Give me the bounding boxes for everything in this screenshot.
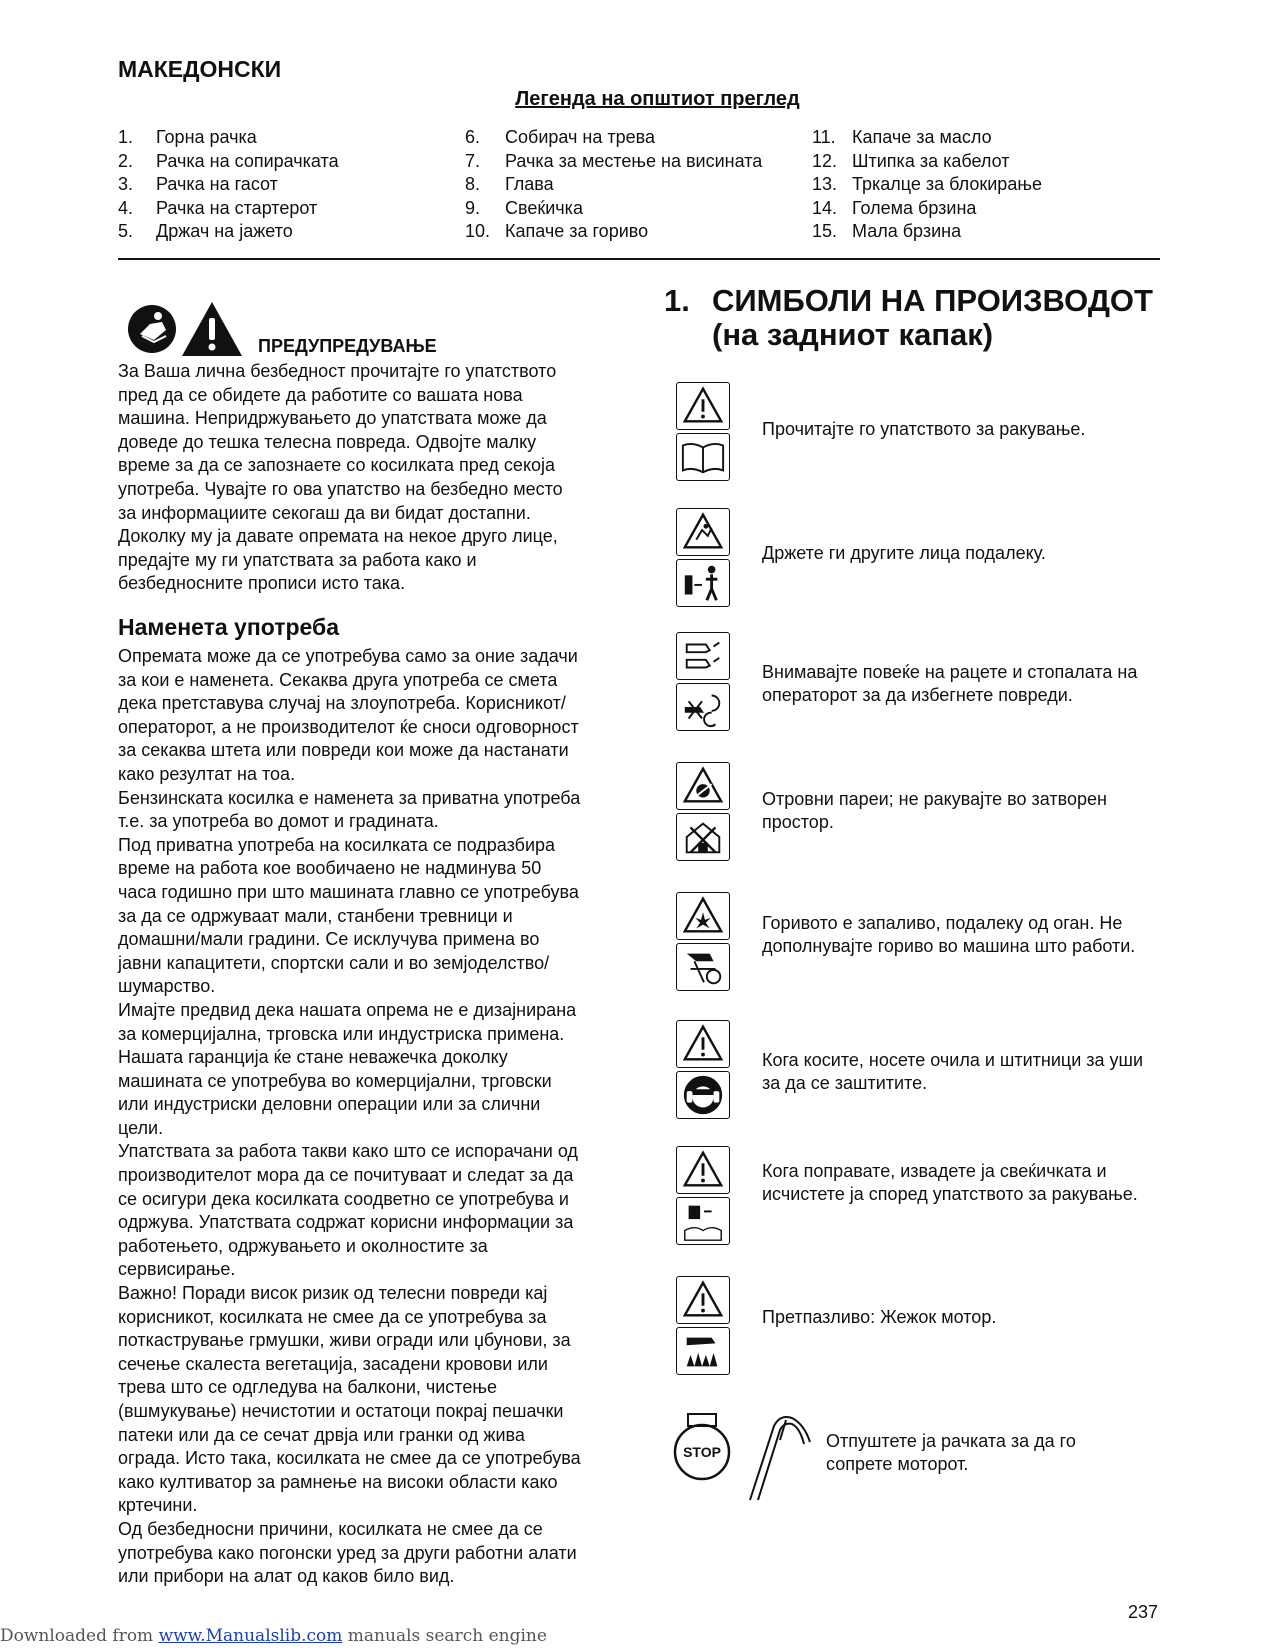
text-line: операторот, а не производителот ќе сноси одговорност — [118, 716, 579, 737]
legend-item-label: Штипка за кабелот — [852, 150, 1010, 171]
text-line: дека претставува случај на злоупотреба. Корисникот/ — [118, 693, 566, 714]
text-line: часа годишно при што машината главно се употребува — [118, 881, 579, 902]
stop-text: Отпуштете ја рачката за да го сопрете моторот. — [826, 1431, 1076, 1474]
text-line: кртечини. — [118, 1495, 198, 1516]
warning-read-manual-icon — [676, 382, 730, 484]
legend-item-number: 6. — [465, 127, 481, 147]
legend-item-number: 2. — [118, 150, 134, 171]
text-line: машина. Непридржувањето до упатствата може да — [118, 408, 547, 429]
text-line: сечење скалеста вегетација, засадени кровови или — [118, 1353, 548, 1374]
intended-use-body — [118, 645, 618, 1589]
text-line: за комерцијална, трговска или индустриска примена. — [118, 1023, 565, 1044]
warning-spark-plug-icon — [676, 1146, 730, 1248]
stop-label: STOP — [683, 1444, 721, 1460]
legend-item — [118, 197, 339, 221]
legend-item — [118, 220, 339, 244]
text-line: безбедносните прописи исто така. — [118, 573, 406, 594]
legend-item — [812, 126, 1042, 150]
symbols-section-number: 1. — [664, 283, 690, 318]
legend-item-number: 1. — [118, 127, 134, 147]
text-line: доведе до тешка телесна повреда. Одвојте малку — [118, 431, 537, 452]
text-line: употреба. Чувајте го ова упатство на безбедно место — [118, 478, 563, 499]
legend-item-label: Капаче за масло — [852, 127, 992, 147]
warning-title: ПРЕДУПРЕДУВАЊЕ — [258, 336, 437, 356]
warning-toxic-fumes-icon — [676, 762, 730, 864]
text-line: се осигури дека косилката соодветно се употребува и — [118, 1188, 569, 1209]
symbols-heading-line1: СИМБОЛИ НА ПРОИЗВОДОТ — [712, 283, 1153, 318]
legend-item — [465, 220, 762, 244]
read-manual-icon — [128, 305, 176, 353]
legend-item-number: 12. — [812, 150, 838, 171]
manualslib-link[interactable]: www.Manualslib.com — [158, 1626, 343, 1646]
legend-column-1 — [118, 126, 339, 244]
text-line: цели. — [118, 1117, 164, 1138]
stop-handle-graphic — [670, 1412, 820, 1502]
legend-item-label: Рачка за местење на висината — [505, 150, 763, 171]
text-line: производителот мора да се почитуваат и следат за да — [118, 1165, 574, 1186]
legend-item-number: 4. — [118, 197, 134, 218]
page-number: 237 — [1128, 1602, 1159, 1622]
text-line: т.е. за употреба во домот и градината. — [118, 811, 439, 832]
text-line: како резултат на тоа. — [118, 763, 296, 784]
stop-sign-icon — [675, 1414, 729, 1479]
symbol-text-4: Отровни пареи; не ракувајте во затворен простор. — [762, 789, 1107, 832]
legend-item-number: 5. — [118, 221, 134, 241]
text-line: Имајте предвид дека нашата опрема не е дизајнирана — [118, 999, 577, 1020]
text-line: домашни/мали градини. Се исклучува примена во — [118, 929, 540, 950]
legend-item-label: Свеќичка — [505, 197, 583, 218]
text-line: поткастрување грмушки, живи огради или џбунови, за — [118, 1330, 571, 1351]
symbols-heading — [664, 284, 1153, 352]
text-line: за да се одржуваат мали, станбени тревници и — [118, 905, 513, 926]
text-line: машината се употребува во комерцијални, трговски — [118, 1070, 552, 1091]
text-line: Под приватна употреба на косилката се подразбира — [118, 834, 556, 855]
symbol-text-7: Кога поправате, извадете ја свеќичката и исчистете ја според упатството за ракување. — [762, 1161, 1138, 1204]
text-line: или индустриски деловни операции или за слични — [118, 1094, 541, 1115]
text-line: корисникот, косилката не смее да се употребува за — [118, 1306, 547, 1327]
symbol-text-8: Претпазливо: Жежок мотор. — [762, 1307, 997, 1327]
text-line: работењето, одржувањето и околностите за — [118, 1235, 488, 1256]
text-line: Од безбедносни причини, косилката не смее да се — [118, 1518, 543, 1539]
legend-item — [465, 150, 762, 174]
legend-item-label: Глава — [505, 174, 554, 194]
footer-prefix: Downloaded from — [0, 1626, 159, 1646]
legend-item — [812, 150, 1042, 174]
text-line: пред да се обидете да работите со вашата нова — [118, 384, 523, 405]
legend-item-number: 11. — [812, 127, 836, 147]
text-line: Важно! Поради висок ризик од телесни повреди кај — [118, 1283, 548, 1304]
legend-item — [118, 150, 339, 174]
legend-item-label: Горна рачка — [156, 127, 257, 147]
text-line: шумарство. — [118, 976, 216, 997]
symbol-text-1: Прочитајте го упатството за ракување. — [762, 419, 1086, 439]
text-line: Нашата гаранција ќе стане неважечка доколку — [118, 1047, 508, 1068]
legend-item-label: Мала брзина — [852, 221, 962, 241]
text-line: јавни капацитети, спортски сали и во земјоделство/ — [118, 952, 550, 973]
download-footer — [0, 1626, 547, 1646]
legend-item-label: Голема брзина — [852, 197, 977, 218]
text-line: за кои е наменета. Секаква друга употреба се смета — [118, 669, 558, 690]
text-line: трева што се одгледува на балкони, чистење — [118, 1377, 497, 1398]
legend-item — [812, 197, 1042, 221]
legend-item-label: Држач на јажето — [156, 221, 293, 241]
warning-flammable-icon — [676, 892, 730, 994]
legend-item — [812, 220, 1042, 244]
symbols-heading-line2: (на задниот капак) — [712, 317, 994, 352]
legend-item-number: 7. — [465, 150, 481, 171]
legend-item — [465, 126, 762, 150]
legend-column-2 — [465, 126, 762, 244]
text-line: патеки или да се сечат дрвја или гранки од жива — [118, 1424, 525, 1445]
legend-item-label: Собирач на трева — [505, 127, 655, 147]
legend-item — [118, 173, 339, 197]
warning-hot-motor-icon — [676, 1276, 730, 1378]
legend-item-number: 10. — [465, 221, 491, 241]
symbol-text-3: Внимавајте повеќе на рацете и стопалата на операторот за да избегнете повреди. — [762, 662, 1138, 705]
legend-item-number: 8. — [465, 174, 481, 194]
legend-heading: Легенда на општиот преглед — [515, 88, 800, 110]
symbol-text-5: Горивото е запаливо, подалеку од оган. Не дополнувајте гориво во машина што работи. — [762, 913, 1136, 956]
legend-column-3 — [812, 126, 1042, 244]
legend-item-number: 15. — [812, 221, 838, 241]
symbol-text-6: Кога косите, носете очила и штитници за уши за да се заштитите. — [762, 1050, 1144, 1093]
warning-hands-feet-icon — [676, 632, 730, 734]
legend-item — [465, 197, 762, 221]
text-line: или прибори на алат од каков било вид. — [118, 1566, 455, 1587]
legend-item-label: Рачка на гасот — [156, 174, 278, 194]
text-line: предајте му ги упатствата за работа како и — [118, 549, 477, 570]
legend-item-label: Рачка на сопирачката — [156, 150, 339, 171]
text-line: ограда. Исто така, косилката не смее да се употребува — [118, 1448, 581, 1469]
warning-eye-ear-protection-icon — [676, 1020, 730, 1122]
legend-item — [812, 173, 1042, 197]
warning-keep-away-icon — [676, 508, 730, 610]
legend-item-label: Тркалце за блокирање — [852, 174, 1042, 194]
legend-item-label: Рачка на стартерот — [156, 197, 318, 218]
text-line: како култиватор за рамнење на високи области како — [118, 1471, 558, 1492]
exclamation-warning-icon — [182, 302, 242, 356]
legend-item — [118, 126, 339, 150]
section-divider — [118, 258, 1160, 260]
text-line: употребува како погонски уред за други работни алати — [118, 1542, 577, 1563]
intended-use-heading: Наменета употреба — [118, 614, 339, 640]
text-line: за секаква штета или повреди кои може да настанати — [118, 740, 569, 761]
symbol-text-2: Држете ги другите лица подалеку. — [762, 543, 1046, 563]
legend-item-number: 3. — [118, 174, 134, 194]
text-line: за информациите секогаш да ви бидат достапни. — [118, 502, 531, 523]
text-line: За Ваша лична безбедност прочитајте го упатството — [118, 361, 557, 381]
legend-item-label: Капаче за гориво — [505, 221, 649, 241]
warning-icons — [128, 300, 248, 358]
text-line: Упатствата за работа такви како што се испорачани од — [118, 1141, 578, 1162]
text-line: Опремата може да се употребува само за оние задачи — [118, 646, 578, 666]
legend-item-number: 13. — [812, 174, 838, 194]
footer-suffix: manuals search engine — [342, 1626, 547, 1646]
text-line: сервисирање. — [118, 1259, 236, 1280]
warning-body — [118, 360, 618, 596]
legend-item-number: 14. — [812, 197, 838, 218]
text-line: (вшмукување) нечистотии и остатоци покрај пешачки — [118, 1401, 564, 1421]
legend-item — [465, 173, 762, 197]
text-line: време на работа кое вообичаено не надминува 50 — [118, 858, 542, 879]
text-line: Доколку му ја давате опремата на некое друго лице, — [118, 526, 558, 547]
text-line: Бензинската косилка е наменета за приватна употреба — [118, 787, 581, 808]
legend-item-number: 9. — [465, 197, 481, 218]
text-line: време за да се запознаете со косилката пред секоја — [118, 455, 556, 476]
handle-icon — [750, 1417, 810, 1500]
text-line: одржува. Упатствата содржат корисни информации за — [118, 1212, 574, 1233]
language-title: МАКЕДОНСКИ — [118, 56, 282, 82]
